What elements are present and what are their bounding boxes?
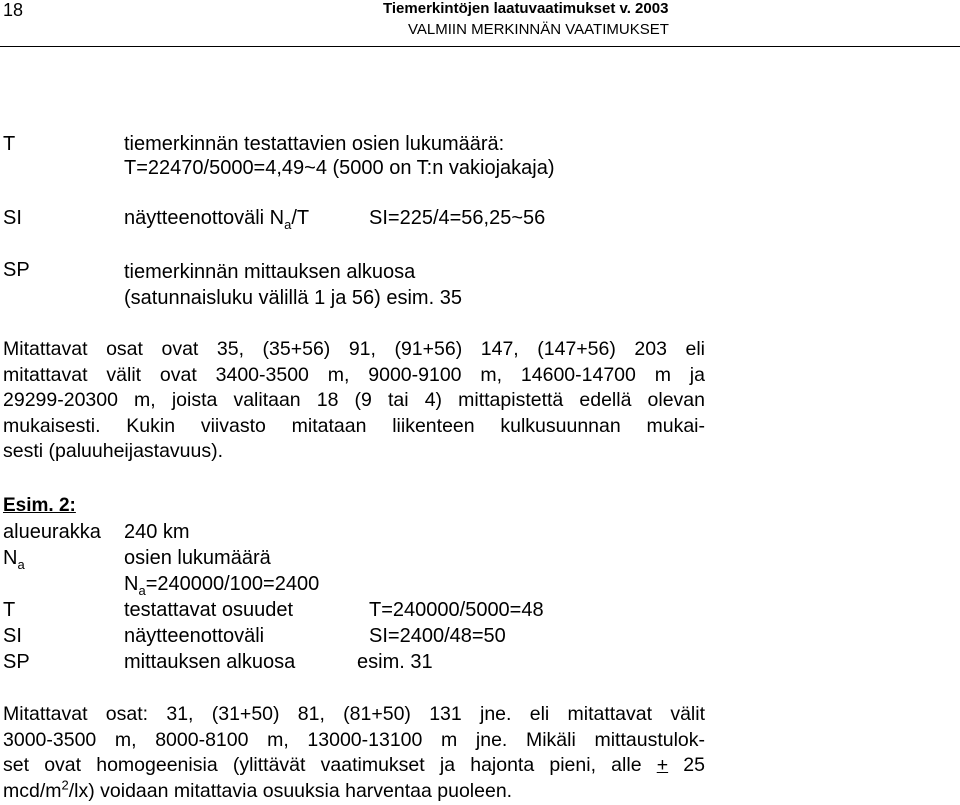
t-definition-line1: tiemerkinnän testattavien osien lukumäärä: xyxy=(124,133,505,155)
na-description: osien lukumäärä xyxy=(124,547,271,569)
paragraph-line: 3000-3500 m, 8000-8100 m, 13000-13100 m jne. Mikäli mittaustulok- xyxy=(3,728,705,751)
sp-symbol: SP xyxy=(3,259,30,281)
document-subtitle: VALMIIN MERKINNÄN VAATIMUKSET xyxy=(408,21,669,38)
paragraph-line: Mitattavat osat ovat 35, (35+56) 91, (91+56) 147, (147+56) 203 eli xyxy=(3,338,705,360)
t-definition-line2: T=22470/5000=4,49~4 (5000 on T:n vakiojakaja) xyxy=(124,157,555,179)
paragraph-sample-sections xyxy=(3,337,705,465)
page-number: 18 xyxy=(3,0,24,20)
sp-calculation: esim. 31 xyxy=(357,651,433,673)
paragraph-line: Mitattavat osat: 31, (31+50) 81, (81+50) 131 jne. eli mitattavat välit xyxy=(3,703,705,725)
paragraph-example-sections xyxy=(3,702,705,804)
example-row-label: alueurakka xyxy=(3,521,101,543)
document-title: Tiemerkintöjen laatuvaatimukset v. 2003 xyxy=(383,0,669,17)
example-heading: Esim. 2: xyxy=(3,495,76,516)
na-calculation: $N_a=240000/100=2400$ xyxy=(124,573,320,598)
t-symbol-example: T xyxy=(3,599,16,621)
paragraph-line: set ovat homogeenisia (ylittävät vaatimukset ja hajonta pieni, alle + 25 xyxy=(3,754,705,777)
t-symbol: T xyxy=(3,133,16,155)
sp-definition-line2: (satunnaisluku välillä 1 ja 56) esim. 35 xyxy=(124,287,462,309)
sp-symbol-example: SP xyxy=(3,651,30,673)
si-calculation: SI=2400/48=50 xyxy=(369,625,506,647)
plus-minus-sign: + xyxy=(656,754,669,777)
t-calculation: T=240000/5000=48 xyxy=(369,599,544,621)
si-description: näytteenottoväli xyxy=(124,625,265,647)
sp-description: mittauksen alkuosa xyxy=(124,651,296,673)
si-value: SI=225/4=56,25~56 xyxy=(369,207,546,229)
paragraph-line: mukaisesti. Kukin viivasto mitataan liikenteen kulkusuunnan mukai- xyxy=(3,414,705,437)
sp-definition-line1: tiemerkinnän mittauksen alkuosa xyxy=(124,261,416,283)
example-row-value: 240 km xyxy=(124,521,190,543)
si-symbol-example: SI xyxy=(3,625,22,647)
paragraph-line: sesti (paluuheijastavuus). xyxy=(3,440,224,463)
na-symbol: $N_a$ xyxy=(3,547,25,572)
t-description: testattavat osuudet xyxy=(124,599,294,621)
si-definition: näytteenottoväli $N_a/T$ xyxy=(124,207,310,232)
paragraph-line: mitattavat välit ovat 3400-3500 m, 9000-9100 m, 14600-14700 m ja xyxy=(3,363,705,386)
header-divider xyxy=(0,46,960,47)
paragraph-line: 29299-20300 m, joista valitaan 18 (9 tai 4) mittapistettä edellä olevan xyxy=(3,389,705,412)
si-symbol: SI xyxy=(3,207,22,229)
paragraph-line: mcd/$m^2/lx$) voidaan mitattavia osuuksia harventaa puoleen. xyxy=(3,777,513,802)
